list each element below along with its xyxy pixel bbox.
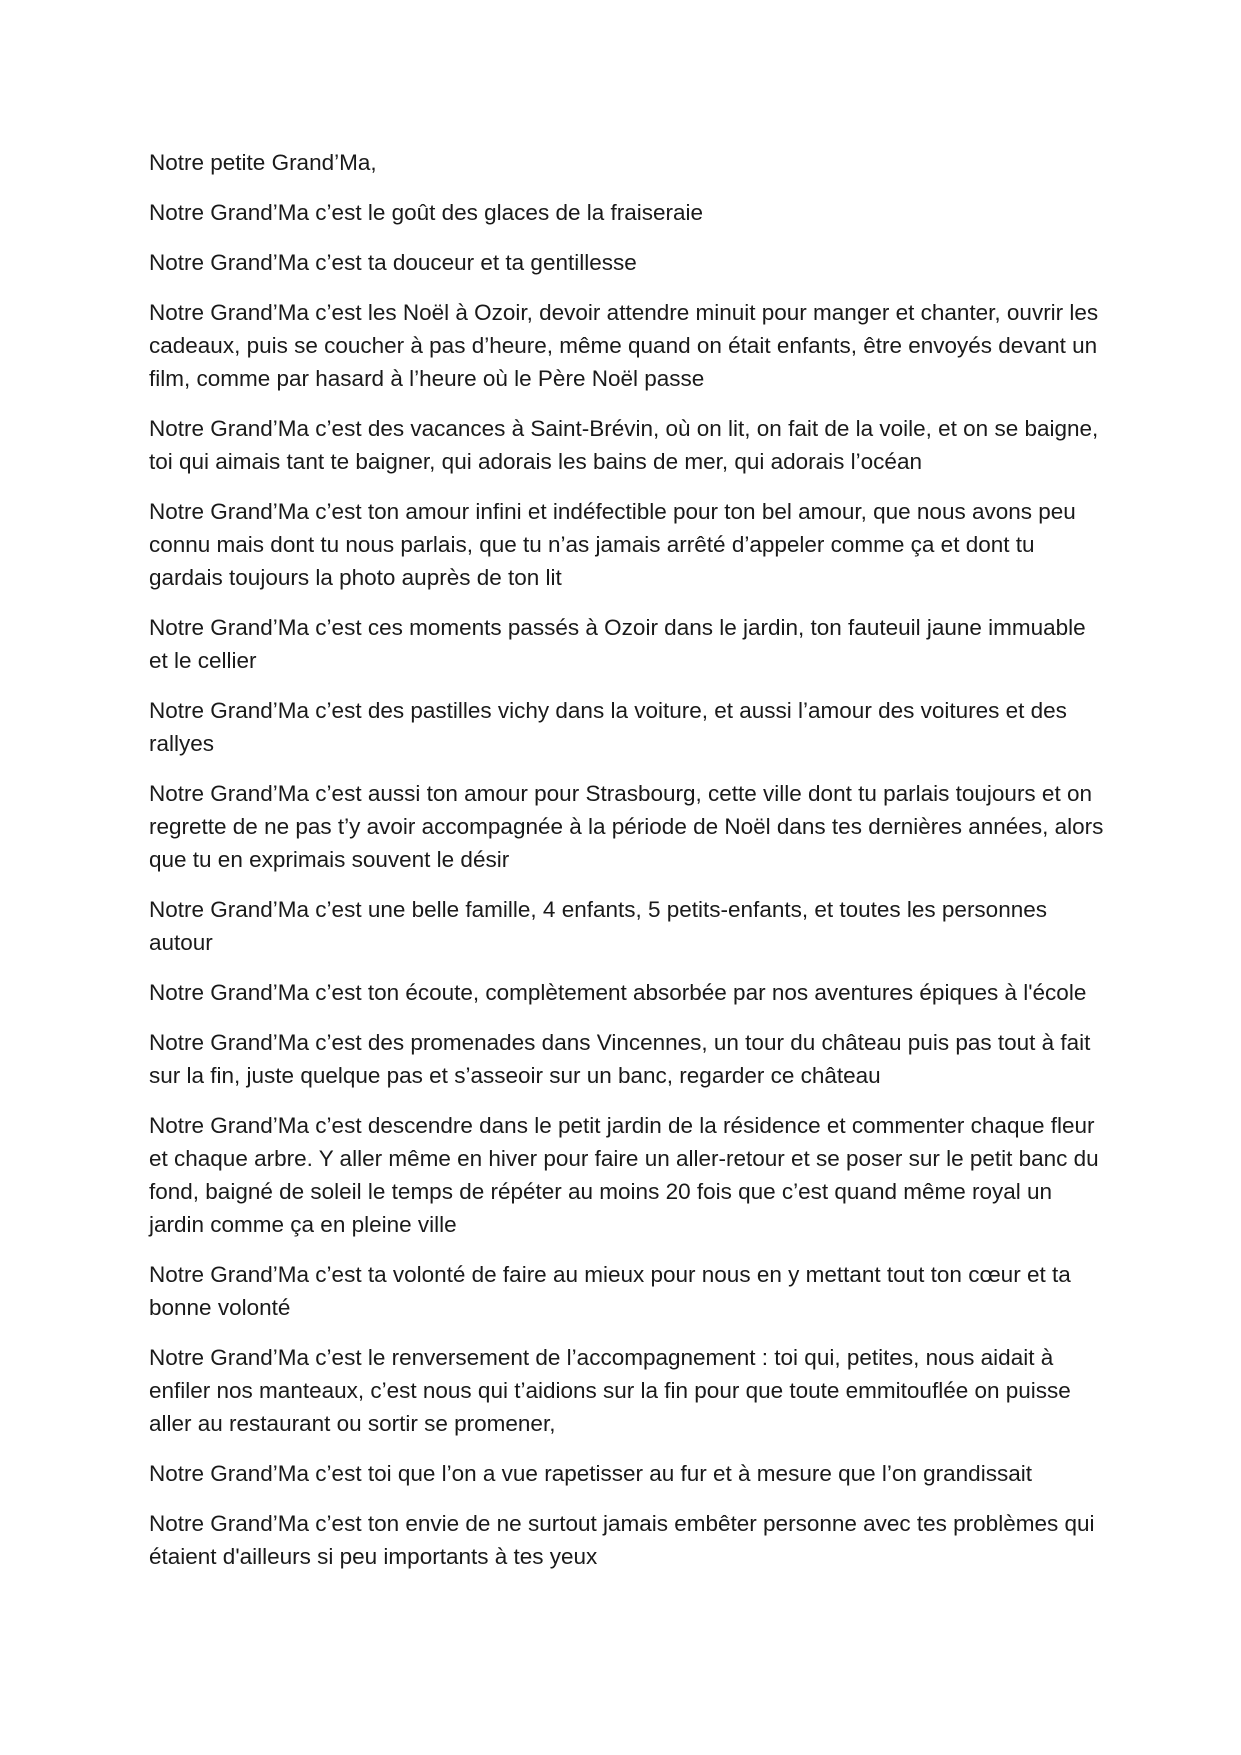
paragraph: Notre Grand’Ma c’est ta volonté de faire au mieux pour nous en y mettant tout ton cœur et ta bonne volonté (149, 1262, 1071, 1320)
document-page (149, 146, 1109, 1590)
paragraph: Notre Grand’Ma c’est ton écoute, complètement absorbée par nos aventures épiques à l'école (149, 980, 1087, 1005)
paragraph: Notre Grand’Ma c’est les Noël à Ozoir, devoir attendre minuit pour manger et chanter, ouvrir les cadeaux, puis se coucher à pas d’heure, même quand on était enfants, être envoyés devant un film, comme par hasard à l’heure où le Père Noël passe (149, 300, 1099, 391)
paragraph: Notre Grand’Ma c’est ton amour infini et indéfectible pour ton bel amour, que nous avons peu connu mais dont tu nous parlais, que tu n’as jamais arrêté d’appeler comme ça et dont tu gardais toujours la photo auprès de ton lit (149, 499, 1076, 590)
paragraph: Notre Grand’Ma c’est une belle famille, 4 enfants, 5 petits-enfants, et toutes les personnes autour (149, 897, 1047, 955)
paragraph: Notre Grand’Ma c’est ton envie de ne surtout jamais embêter personne avec tes problèmes qui étaient d'ailleurs si peu importants à tes yeux (149, 1511, 1095, 1569)
paragraph: Notre Grand’Ma c’est toi que l’on a vue rapetisser au fur et à mesure que l’on grandissait (149, 1461, 1032, 1486)
paragraph: Notre Grand’Ma c’est descendre dans le petit jardin de la résidence et commenter chaque fleur et chaque arbre. Y aller même en hiver pour faire un aller-retour et se poser sur le petit banc du fond, baigné de soleil le temps de répéter au moins 20 fois que c’est quand même royal un jardin comme ça en pleine ville (149, 1113, 1099, 1237)
paragraph: Notre Grand’Ma c’est des vacances à Saint-Brévin, où on lit, on fait de la voile, et on se baigne, toi qui aimais tant te baigner, qui adorais les bains de mer, qui adorais l’océan (149, 416, 1099, 474)
paragraph: Notre Grand’Ma c’est le renversement de l’accompagnement : toi qui, petites, nous aidait à enfiler nos manteaux, c’est nous qui t’aidions sur la fin pour que toute emmitouflée on puisse aller au restaurant ou sortir se promener, (149, 1345, 1071, 1436)
paragraph: Notre Grand’Ma c’est ta douceur et ta gentillesse (149, 250, 637, 275)
paragraph: Notre Grand’Ma c’est des pastilles vichy dans la voiture, et aussi l’amour des voitures et des rallyes (149, 698, 1067, 756)
paragraph: Notre Grand’Ma c’est aussi ton amour pour Strasbourg, cette ville dont tu parlais toujours et on regrette de ne pas t’y avoir accompagnée à la période de Noël dans tes dernières années, alors que tu en exprimais souvent le désir (149, 781, 1104, 872)
paragraph: Notre Grand’Ma c’est ces moments passés à Ozoir dans le jardin, ton fauteuil jaune immuable et le cellier (149, 615, 1086, 673)
greeting-line: Notre petite Grand’Ma, (149, 150, 377, 175)
paragraph: Notre Grand’Ma c’est des promenades dans Vincennes, un tour du château puis pas tout à fait sur la fin, juste quelque pas et s’asseoir sur un banc, regarder ce château (149, 1030, 1091, 1088)
paragraph: Notre Grand’Ma c’est le goût des glaces de la fraiseraie (149, 200, 704, 225)
